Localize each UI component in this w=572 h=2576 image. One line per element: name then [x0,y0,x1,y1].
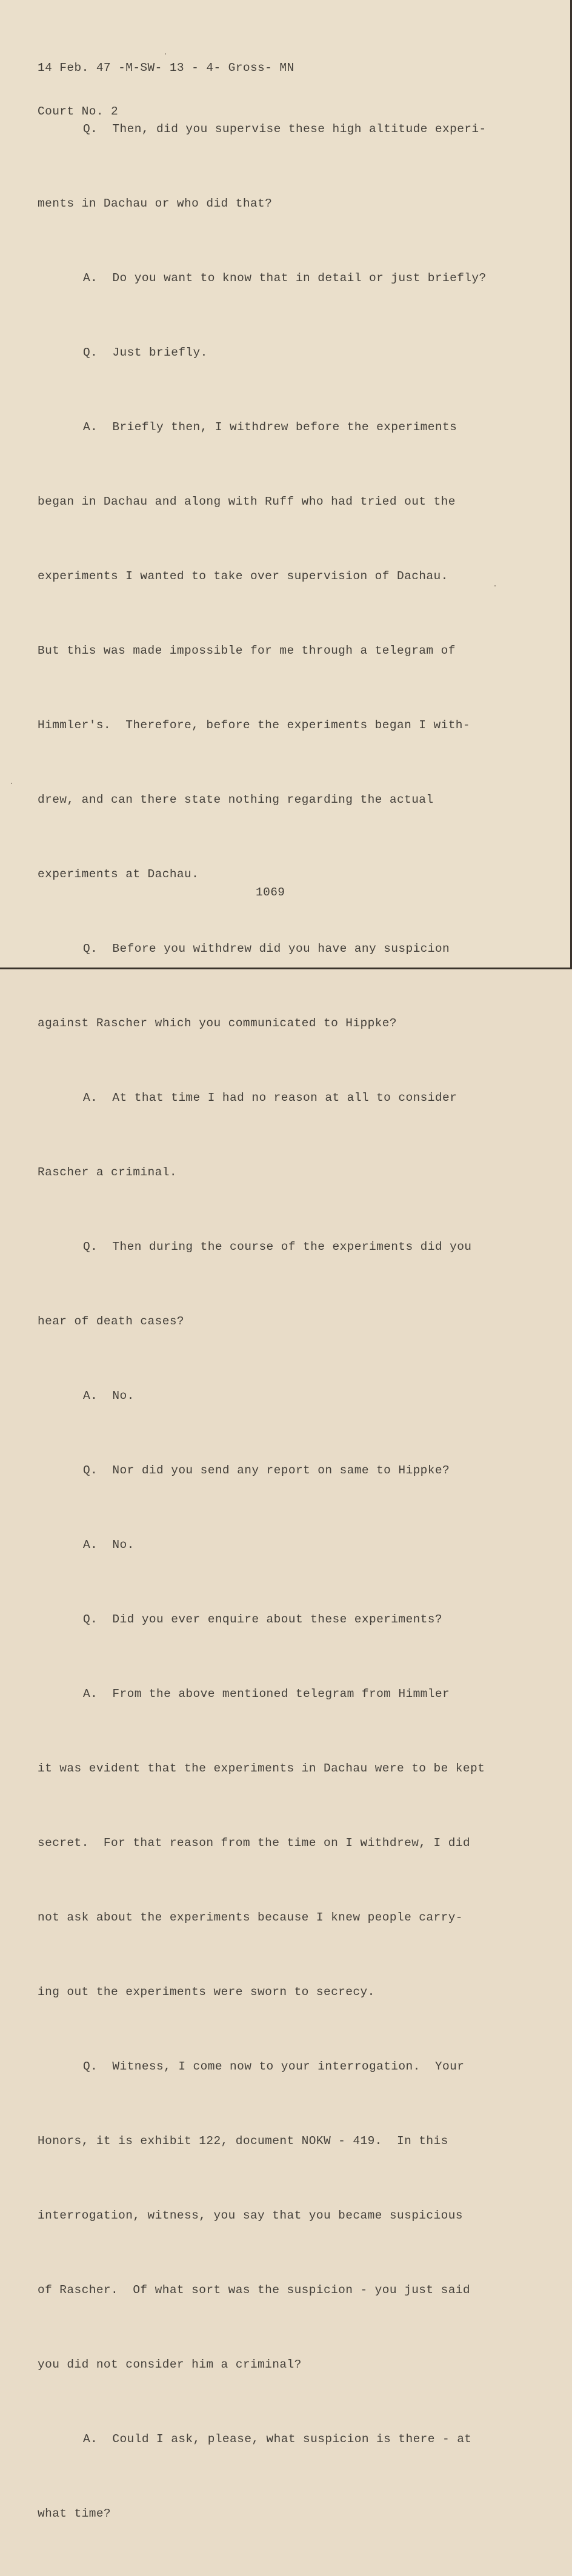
transcript-line: A. Do you want to know that in detail or just briefly? [83,271,487,285]
transcript-line: of Rascher. Of what sort was the suspicion - you just said [38,2283,471,2297]
header-court-line: Court No. 2 [38,105,119,118]
transcript-line: Q. Then, did you supervise these high altitude experi- [83,122,487,136]
transcript-line: A. No. [83,1389,135,1403]
transcript-line: But this was made impossible for me through a telegram of [38,644,456,657]
transcript-line: Q. Before you withdrew did you have any suspicion [83,942,450,955]
paper-speck [11,783,12,784]
transcript-line: A. From the above mentioned telegram from Himmler [83,1687,450,1701]
transcript-line: A. Briefly then, I withdrew before the experiments [83,420,457,434]
transcript-line: Q. Just briefly. [83,346,208,359]
transcript-line: A. At that time I had no reason at all to consider [83,1091,457,1104]
transcript-line: Q. Then during the course of the experiments did you [83,1240,472,1253]
transcript-line: ments in Dachau or who did that? [38,197,273,210]
transcript-line: Q. Witness, I come now to your interrogation. Your [83,2060,465,2073]
transcript-line: Q. Nor did you send any report on same to Hippke? [83,1464,450,1477]
page-number: 1069 [256,886,285,899]
transcript-line: experiments at Dachau. [38,868,199,881]
transcript-line: drew, and can there state nothing regarding the actual [38,793,434,806]
transcript-line: began in Dachau and along with Ruff who had tried out the [38,495,456,508]
transcript-line: Q. Did you ever enquire about these experiments? [83,1613,442,1626]
transcript-body [38,67,487,2576]
transcript-line: you did not consider him a criminal? [38,2358,302,2371]
transcript-line: secret. For that reason from the time on I withdrew, I did [38,1836,471,1850]
transcript-line: what time? [38,2507,111,2520]
transcript-line: experiments I wanted to take over supervision of Dachau. [38,569,448,583]
transcript-line: against Rascher which you communicated to Hippke? [38,1017,397,1030]
transcript-line: it was evident that the experiments in Dachau were to be kept [38,1762,485,1775]
paper-speck [494,585,496,586]
header-session-line: 14 Feb. 47 -M-SW- 13 - 4- Gross- MN [38,61,294,75]
transcript-line: not ask about the experiments because I knew people carry- [38,1911,463,1924]
transcript-line: interrogation, witness, you say that you became suspicious [38,2209,463,2222]
paper-speck [165,53,166,55]
transcript-line: A. Could I ask, please, what suspicion is there - at [83,2432,472,2446]
transcript-line: ing out the experiments were sworn to secrecy. [38,1985,375,1999]
transcript-line: hear of death cases? [38,1315,185,1328]
transcript-line: A. No. [83,1538,135,1552]
transcript-line: Himmler's. Therefore, before the experiments began I with- [38,719,471,732]
transcript-line: Honors, it is exhibit 122, document NOKW - 419. In this [38,2134,448,2148]
transcript-line: Rascher a criminal. [38,1166,177,1179]
